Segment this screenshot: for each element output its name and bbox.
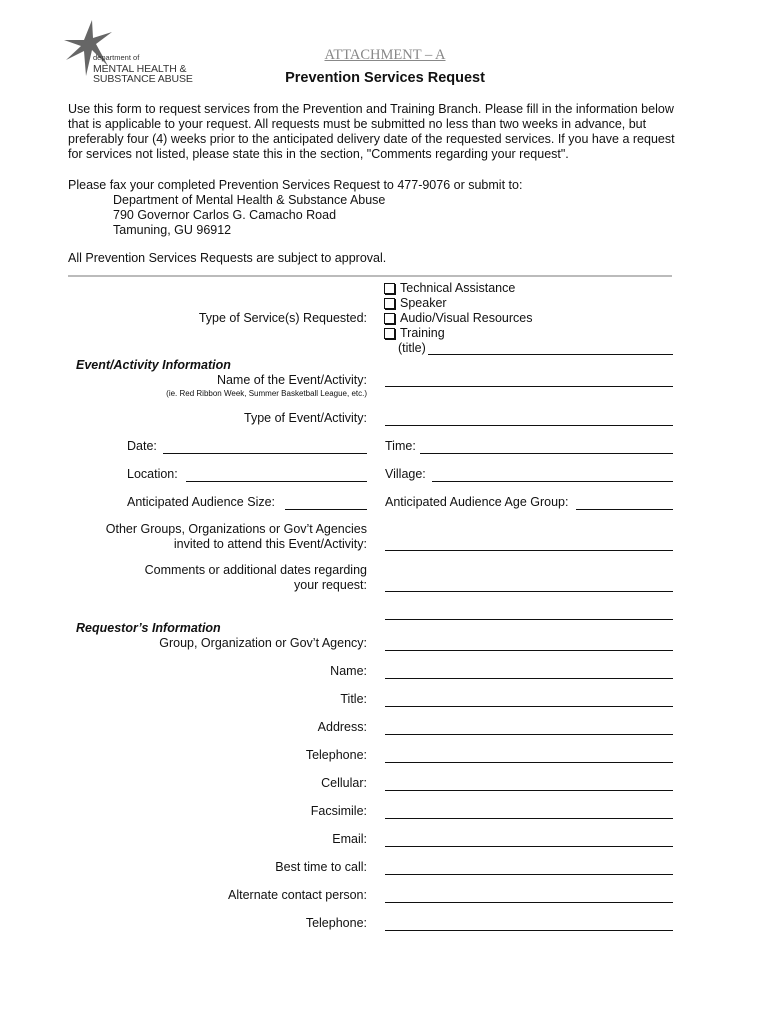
comments-label-line1: Comments or additional dates regarding bbox=[144, 563, 367, 577]
audience-age-field[interactable] bbox=[576, 509, 673, 510]
training-title-row bbox=[398, 341, 673, 355]
group-label: Group, Organization or Gov’t Agency: bbox=[159, 636, 367, 650]
training-title-label: (title) bbox=[398, 341, 426, 355]
requestor-title-field[interactable] bbox=[385, 706, 673, 707]
requestor-name-field[interactable] bbox=[385, 678, 673, 679]
event-type-field[interactable] bbox=[385, 425, 673, 426]
facsimile-field[interactable] bbox=[385, 818, 673, 819]
section-divider bbox=[68, 275, 672, 277]
village-label: Village: bbox=[385, 467, 426, 481]
option-label: Technical Assistance bbox=[400, 281, 516, 295]
village-field[interactable] bbox=[432, 481, 673, 482]
service-options bbox=[384, 281, 532, 341]
other-groups-field[interactable] bbox=[385, 550, 673, 551]
comments-field-line1[interactable] bbox=[385, 591, 673, 592]
service-option-speaker[interactable] bbox=[384, 296, 532, 311]
option-label: Training bbox=[400, 326, 445, 340]
audience-size-label: Anticipated Audience Size: bbox=[127, 495, 276, 509]
logo-line2: MENTAL HEALTH & bbox=[93, 62, 187, 75]
address-line1: Department of Mental Health & Substance Abuse bbox=[113, 193, 386, 207]
best-time-field[interactable] bbox=[385, 874, 673, 875]
location-label: Location: bbox=[127, 467, 178, 481]
checkbox-technical-assistance[interactable] bbox=[384, 283, 395, 294]
requestor-title-label: Title: bbox=[340, 692, 367, 706]
checkbox-training[interactable] bbox=[384, 328, 395, 339]
audience-size-field[interactable] bbox=[285, 509, 367, 510]
group-field[interactable] bbox=[385, 650, 673, 651]
page-title: Prevention Services Request bbox=[285, 70, 485, 86]
date-field[interactable] bbox=[163, 453, 367, 454]
approval-note: All Prevention Services Requests are subject to approval. bbox=[68, 251, 387, 265]
other-groups-label bbox=[80, 522, 367, 552]
attachment-label: ATTACHMENT – A bbox=[324, 47, 446, 63]
alt-telephone-field[interactable] bbox=[385, 930, 673, 931]
intro-paragraph bbox=[68, 102, 688, 162]
audience-age-label: Anticipated Audience Age Group: bbox=[385, 495, 569, 509]
cellular-label: Cellular: bbox=[321, 776, 367, 790]
logo-line3: SUBSTANCE ABUSE bbox=[93, 73, 193, 85]
event-name-field[interactable] bbox=[385, 386, 673, 387]
other-groups-label-line1: Other Groups, Organizations or Gov’t Agencies bbox=[105, 522, 367, 536]
best-time-label: Best time to call: bbox=[275, 860, 367, 874]
fax-line: Please fax your completed Prevention Services Request to 477-9076 or submit to: bbox=[68, 178, 523, 192]
address-line3: Tamuning, GU 96912 bbox=[113, 223, 232, 237]
email-field[interactable] bbox=[385, 846, 673, 847]
intro-text: Use this form to request services from the Prevention and Training Branch. Please fill in the information below that is applicable to your request. All requests must be submitted no less than two weeks in advance, but preferably four (4) weeks prior to the anticipated delivery date of the requested services. If you have a request for services not listed, please state this in the section, "Comments regarding your request". bbox=[68, 102, 675, 161]
telephone-field[interactable] bbox=[385, 762, 673, 763]
alt-telephone-label: Telephone: bbox=[305, 916, 367, 930]
requestor-heading: Requestor’s Information bbox=[76, 621, 221, 635]
address-line2: 790 Governor Carlos G. Camacho Road bbox=[113, 208, 337, 222]
alternate-contact-field[interactable] bbox=[385, 902, 673, 903]
cellular-field[interactable] bbox=[385, 790, 673, 791]
checkbox-audio-visual[interactable] bbox=[384, 313, 395, 324]
service-option-technical-assistance[interactable] bbox=[384, 281, 532, 296]
checkbox-speaker[interactable] bbox=[384, 298, 395, 309]
event-heading: Event/Activity Information bbox=[76, 358, 231, 372]
option-label: Audio/Visual Resources bbox=[400, 311, 533, 325]
telephone-label: Telephone: bbox=[305, 748, 367, 762]
fax-instructions bbox=[68, 178, 522, 238]
event-type-label: Type of Event/Activity: bbox=[244, 411, 367, 425]
address-label: Address: bbox=[317, 720, 367, 734]
time-field[interactable] bbox=[420, 453, 673, 454]
email-label: Email: bbox=[332, 832, 367, 846]
other-groups-label-line2: invited to attend this Event/Activity: bbox=[173, 537, 367, 551]
address-field[interactable] bbox=[385, 734, 673, 735]
event-name-hint: (ie. Red Ribbon Week, Summer Basketball League, etc.) bbox=[166, 389, 367, 398]
comments-field-line2[interactable] bbox=[385, 619, 673, 620]
service-option-audio-visual[interactable] bbox=[384, 311, 532, 326]
service-option-training[interactable] bbox=[384, 326, 532, 341]
service-type-label: Type of Service(s) Requested: bbox=[198, 311, 367, 325]
logo-line1: department of bbox=[93, 53, 140, 62]
alternate-contact-label: Alternate contact person: bbox=[228, 888, 367, 902]
requestor-name-label: Name: bbox=[330, 664, 367, 678]
date-label: Date: bbox=[127, 439, 157, 453]
comments-label bbox=[80, 563, 367, 593]
time-label: Time: bbox=[385, 439, 416, 453]
option-label: Speaker bbox=[400, 296, 447, 310]
training-title-field[interactable] bbox=[428, 341, 673, 355]
comments-label-line2: your request: bbox=[294, 578, 367, 592]
event-name-label: Name of the Event/Activity: bbox=[216, 373, 367, 387]
location-field[interactable] bbox=[186, 481, 367, 482]
facsimile-label: Facsimile: bbox=[310, 804, 367, 818]
